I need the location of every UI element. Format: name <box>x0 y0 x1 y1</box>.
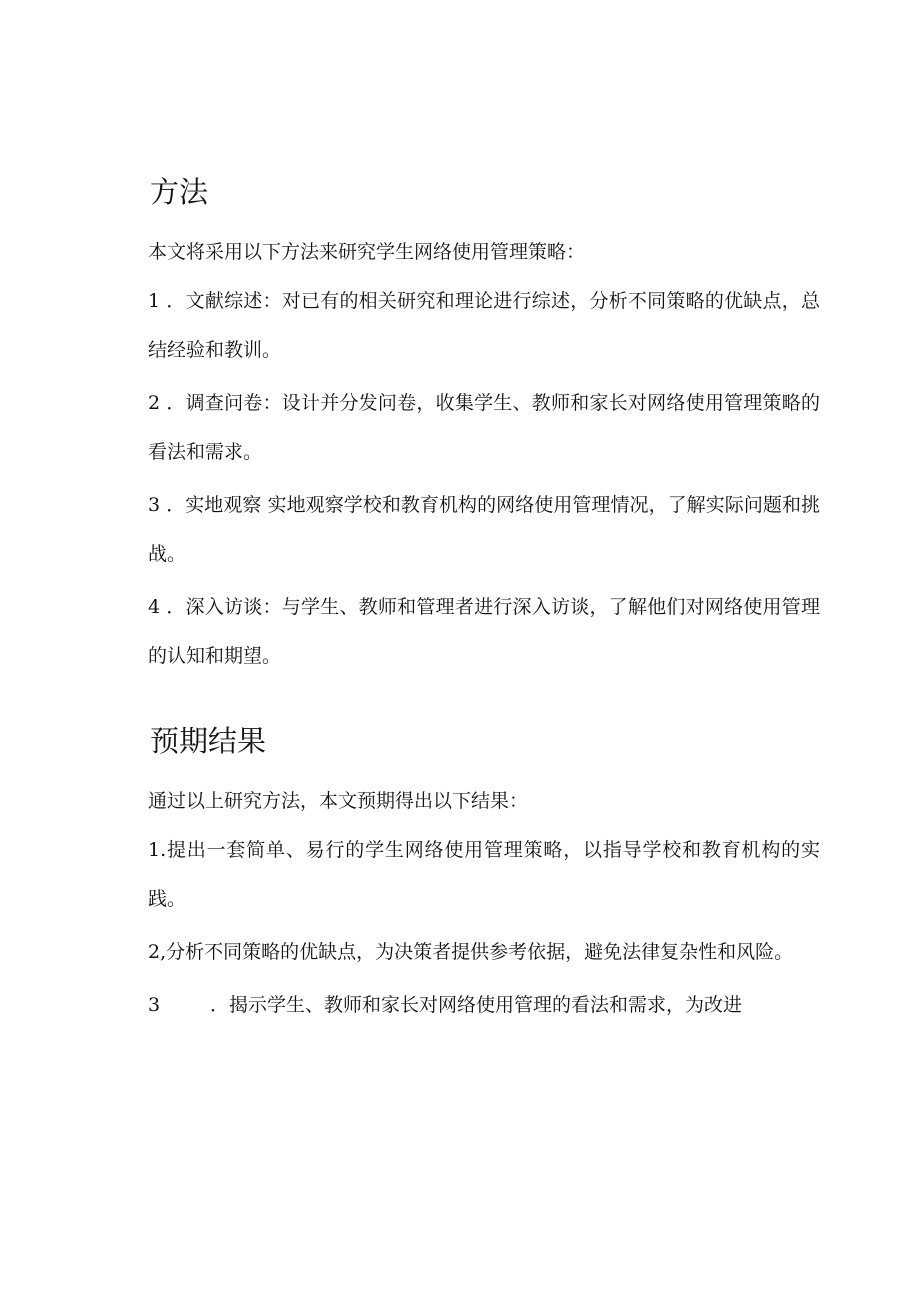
results-item-1-text: 提出一套简单、易行的学生网络使用管理策略，以指导学校和教育机构的实践。 <box>148 839 820 910</box>
methods-item-2 <box>148 379 820 477</box>
methods-item-4-text: ．深入访谈：与学生、教师和管理者进行深入访谈，了解他们对网络使用管理的认知和期望。 <box>148 596 820 667</box>
results-item-1-number: 1. <box>148 839 167 861</box>
methods-intro: 本文将采用以下方法来研究学生网络使用管理策略： <box>148 241 586 263</box>
methods-item-1-text: ．文献综述：对已有的相关研究和理论进行综述，分析不同策略的优缺点，总结经验和教训。 <box>148 290 820 361</box>
results-item-1 <box>148 826 820 924</box>
results-item-2 <box>148 928 820 977</box>
methods-item-2-text: ．调查问卷：设计并分发问卷，收集学生、教师和家长对网络使用管理策略的看法和需求。 <box>148 392 820 463</box>
results-item-2-text: 分析不同策略的优缺点，为决策者提供参考依据，避免法律复杂性和风险。 <box>166 941 794 963</box>
methods-item-4 <box>148 583 820 681</box>
methods-heading: 方法 <box>150 175 209 209</box>
methods-item-2-number: 2 <box>148 392 161 414</box>
results-section <box>148 721 820 1030</box>
results-intro: 通过以上研究方法，本文预期得出以下结果： <box>148 790 529 812</box>
results-item-3 <box>148 981 820 1030</box>
methods-item-3-number: 3 <box>148 494 161 516</box>
results-item-2-number: 2, <box>148 941 167 963</box>
methods-section <box>148 172 820 681</box>
methods-item-1-number: 1 <box>148 290 161 312</box>
methods-item-1 <box>148 277 820 375</box>
results-item-3-number: 3 <box>148 994 161 1016</box>
results-heading: 预期结果 <box>150 724 267 758</box>
results-item-3-text: ．揭示学生、教师和家长对网络使用管理的看法和需求，为改进 <box>210 994 743 1016</box>
methods-item-3-text: ．实地观察 实地观察学校和教育机构的网络使用管理情况，了解实际问题和挑战。 <box>148 494 820 565</box>
methods-item-3 <box>148 481 820 579</box>
methods-item-4-number: 4 <box>148 596 161 618</box>
